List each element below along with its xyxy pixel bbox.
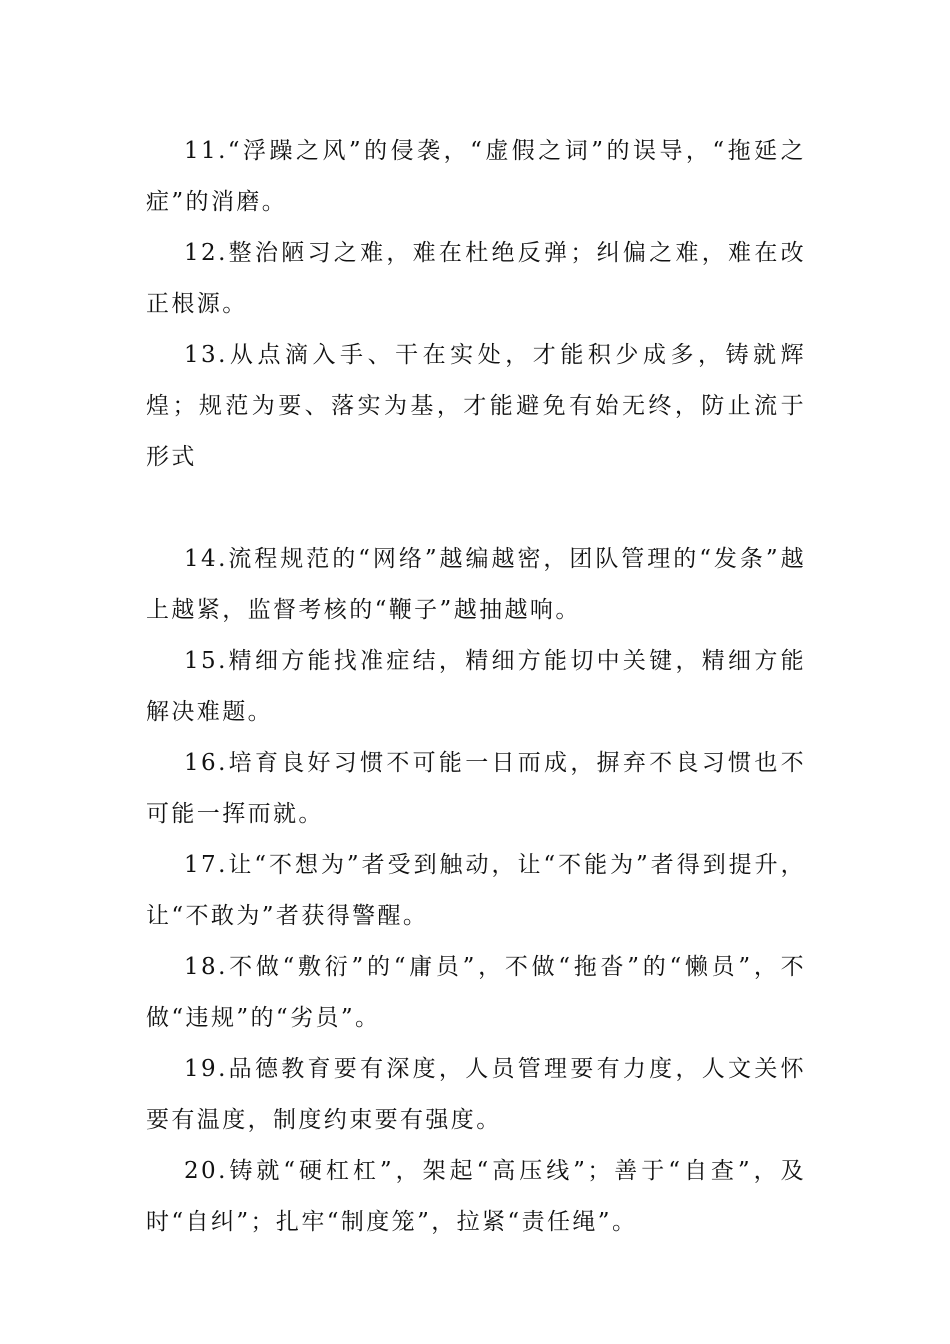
- paragraph-20: 20.铸就“硬杠杠”，架起“高压线”；善于“自查”，及时“自纠”；扎牢“制度笼”，拉紧“责任绳”。: [146, 1158, 806, 1235]
- paragraph-15: 15.精细方能找准症结，精细方能切中关键，精细方能解决难题。: [146, 648, 806, 725]
- paragraph-17: 17.让“不想为”者受到触动，让“不能为”者得到提升，让“不敢为”者获得警醒。: [146, 852, 806, 929]
- paragraph-18: 18.不做“敷衍”的“庸员”，不做“拖沓”的“懒员”，不做“违规”的“劣员”。: [146, 954, 806, 1031]
- paragraph-19: 19.品德教育要有深度，人员管理要有力度，人文关怀要有温度，制度约束要有强度。: [146, 1056, 806, 1133]
- paragraph-13: 13.从点滴入手、干在实处，才能积少成多，铸就辉煌；规范为要、落实为基，才能避免有始无终，防止流于形式: [146, 342, 806, 470]
- paragraph-11: 11.“浮躁之风”的侵袭，“虚假之词”的误导，“拖延之症”的消磨。: [146, 138, 806, 215]
- paragraph-14: 14.流程规范的“网络”越编越密，团队管理的“发条”越上越紧，监督考核的“鞭子”越抽越响。: [146, 546, 806, 623]
- document-body: [146, 126, 806, 1248]
- blank-line: [146, 483, 806, 534]
- paragraph-16: 16.培育良好习惯不可能一日而成，摒弃不良习惯也不可能一挥而就。: [146, 750, 806, 827]
- paragraph-12: 12.整治陋习之难，难在杜绝反弹；纠偏之难，难在改正根源。: [146, 240, 806, 317]
